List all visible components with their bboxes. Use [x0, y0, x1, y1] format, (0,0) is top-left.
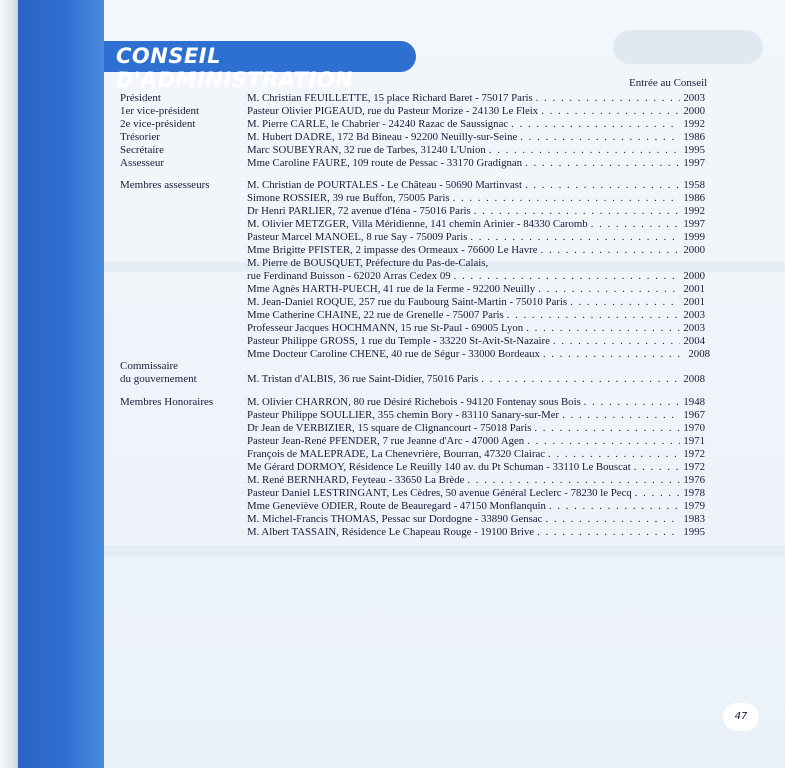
member-row [247, 526, 705, 539]
member-row [247, 487, 705, 500]
member-name: François de MALEPRADE, La Chenevrière, Bourran, 47320 Clairac [247, 448, 546, 460]
leader-dots [584, 396, 681, 409]
member-year: 1986 [683, 131, 705, 143]
section-title-bar [104, 41, 416, 92]
blue-side-band [18, 0, 104, 768]
member-row [247, 396, 705, 409]
leader-dots [525, 179, 680, 192]
leader-dots [526, 322, 680, 335]
member-name: Dr Henri PARLIER, 72 avenue d'Iéna - 75016 Paris [247, 205, 471, 217]
leader-dots [553, 335, 680, 348]
leader-dots [467, 474, 680, 487]
member-name: Pasteur Philippe GROSS, 1 rue du Temple - 33220 St-Avit-St-Nazaire [247, 335, 550, 347]
leader-dots [570, 296, 680, 309]
leader-dots [541, 244, 681, 257]
member-year: 1976 [683, 474, 705, 486]
member-row [247, 144, 705, 157]
member-name: Simone ROSSIER, 39 rue Buffon, 75005 Paris [247, 192, 450, 204]
member-name: Mme Docteur Caroline CHENE, 40 rue de Ségur - 33000 Bordeaux [247, 348, 540, 360]
member-year: 2001 [683, 296, 705, 308]
member-row [247, 513, 705, 526]
label-membres-assesseurs: Membres assesseurs [120, 179, 210, 191]
member-row [247, 92, 705, 105]
member-name: M. Tristan d'ALBIS, 36 rue Saint-Didier, 75016 Paris [247, 373, 479, 385]
leader-dots [541, 105, 680, 118]
leader-dots [527, 435, 680, 448]
member-name: M. Albert TASSAIN, Résidence Le Chapeau Rouge - 19100 Brive [247, 526, 535, 538]
member-row [247, 205, 705, 218]
member-row [247, 257, 705, 270]
member-row [247, 192, 705, 205]
member-row [247, 309, 705, 322]
member-row [247, 218, 705, 231]
member-year: 1999 [683, 231, 705, 243]
member-name: Me Gérard DORMOY, Résidence Le Reuilly 140 av. du Pt Schuman - 33110 Le Bouscat [247, 461, 631, 473]
label-assesseur: Assesseur [120, 157, 164, 169]
show-through-band [104, 546, 785, 556]
member-name: Dr Jean de VERBIZIER, 15 square de Clignancourt - 75018 Paris [247, 422, 532, 434]
member-year: 1997 [683, 218, 705, 230]
leader-dots [454, 270, 681, 283]
label-gouvernement: du gouvernement [120, 373, 197, 385]
member-row [247, 474, 705, 487]
member-year: 2008 [683, 373, 705, 385]
member-year: 2000 [683, 244, 705, 256]
member-name: Marc SOUBEYRAN, 32 rue de Tarbes, 31240 L'Union [247, 144, 486, 156]
label-membres-honoraires: Membres Honoraires [120, 396, 214, 408]
leader-dots [591, 218, 681, 231]
member-row [247, 435, 705, 448]
member-year: 1972 [683, 448, 705, 460]
member-name: rue Ferdinand Buisson - 62020 Arras Cedex 09 [247, 270, 451, 282]
member-row [247, 270, 705, 283]
member-row [247, 157, 705, 170]
member-name: M. Christian FEUILLETTE, 15 place Richard Baret - 75017 Paris [247, 92, 533, 104]
member-year: 1995 [683, 526, 705, 538]
member-name: M. Christian de POURTALES - Le Château - 50690 Martinvast [247, 179, 522, 191]
label-vp2: 2e vice-président [120, 118, 196, 130]
member-row [247, 322, 705, 335]
leader-dots [474, 205, 681, 218]
show-through-tab [613, 30, 763, 64]
book-spine [0, 0, 18, 768]
member-row [247, 461, 705, 474]
member-name: Mme Catherine CHAINE, 22 rue de Grenelle - 75007 Paris [247, 309, 504, 321]
member-name: M. Olivier CHARRON, 80 rue Désiré Richebois - 94120 Fontenay sous Bois [247, 396, 581, 408]
member-name: Mme Caroline FAURE, 109 route de Pessac - 33170 Gradignan [247, 157, 523, 169]
leader-dots [511, 118, 680, 131]
leader-dots [537, 526, 680, 539]
member-row [247, 179, 705, 192]
member-row [247, 335, 705, 348]
member-row [247, 448, 705, 461]
leader-dots [520, 131, 680, 144]
member-row [247, 296, 705, 309]
member-name: Pasteur Daniel LESTRINGANT, Les Cèdres, 50 avenue Général Leclerc - 78230 le Pecq [247, 487, 632, 499]
member-year: 2008 [688, 348, 710, 360]
member-name: Mme Brigitte PFISTER, 2 impasse des Ormeaux - 76600 Le Havre [247, 244, 538, 256]
label-tresorier: Trésorier [120, 131, 160, 143]
leader-dots [525, 157, 680, 170]
member-year: 1967 [683, 409, 705, 421]
member-year: 1948 [683, 396, 705, 408]
member-year: 1995 [683, 144, 705, 156]
member-name: Mme Agnès HARTH-PUECH, 41 rue de la Ferme - 92200 Neuilly [247, 283, 536, 295]
member-name: Pasteur Jean-René PFENDER, 7 rue Jeanne d'Arc - 47000 Agen [247, 435, 525, 447]
member-year: 1979 [683, 500, 705, 512]
member-year: 2003 [683, 322, 705, 334]
member-row [247, 373, 705, 386]
label-president: Président [120, 92, 161, 104]
leader-dots [534, 422, 680, 435]
member-year: 2003 [683, 92, 705, 104]
member-year: 2001 [683, 283, 705, 295]
member-row [247, 131, 705, 144]
member-row [247, 231, 705, 244]
member-row [247, 409, 705, 422]
member-year: 1958 [683, 179, 705, 191]
leader-dots [536, 92, 681, 105]
leader-dots [634, 461, 681, 474]
leader-dots [489, 144, 681, 157]
member-year: 1992 [683, 205, 705, 217]
member-year: 1986 [683, 192, 705, 204]
leader-dots [507, 309, 681, 322]
leader-dots [481, 373, 680, 386]
member-name: Pasteur Olivier PIGEAUD, rue du Pasteur Morize - 24130 Le Fleix [247, 105, 539, 117]
member-name: M. Olivier METZGER, Villa Méridienne, 141 chemin Arinier - 84330 Caromb [247, 218, 588, 230]
member-name: M. René BERNHARD, Feyteau - 33650 La Brède [247, 474, 465, 486]
member-year: 1972 [683, 461, 705, 473]
leader-dots [562, 409, 680, 422]
member-name: M. Pierre CARLE, le Chabrier - 24240 Razac de Saussignac [247, 118, 509, 130]
member-year: 1971 [683, 435, 705, 447]
member-year: 1970 [683, 422, 705, 434]
label-commissaire: Commissaire [120, 360, 179, 372]
member-name: M. Michel-Francis THOMAS, Pessac sur Dordogne - 33890 Gensac [247, 513, 543, 525]
leader-dots [538, 283, 680, 296]
member-row [247, 118, 705, 131]
column-header-entree: Entrée au Conseil [629, 77, 708, 89]
member-name: M. Jean-Daniel ROQUE, 257 rue du Faubourg Saint-Martin - 75010 Paris [247, 296, 568, 308]
member-year: 2004 [683, 335, 705, 347]
member-name: Professeur Jacques HOCHMANN, 15 rue St-Paul - 69005 Lyon [247, 322, 524, 334]
label-vp1: 1er vice-président [120, 105, 200, 117]
member-name: Pasteur Marcel MANOEL, 8 rue Say - 75009 Paris [247, 231, 468, 243]
leader-dots [470, 231, 680, 244]
member-year: 1978 [683, 487, 705, 499]
member-row [247, 348, 710, 361]
member-year: 1983 [683, 513, 705, 525]
leader-dots [543, 348, 685, 361]
leader-dots [635, 487, 681, 500]
member-year: 2000 [683, 105, 705, 117]
leader-dots [545, 513, 680, 526]
member-row [247, 244, 705, 257]
member-name: M. Pierre de BOUSQUET, Préfecture du Pas-de-Calais, [247, 257, 489, 269]
label-secretaire: Secrétaire [120, 144, 164, 156]
member-row [247, 283, 705, 296]
leader-dots [549, 500, 680, 513]
member-year: 1997 [683, 157, 705, 169]
member-row [247, 422, 705, 435]
member-year: 2003 [683, 309, 705, 321]
section-title: CONSEIL D'ADMINISTRATION [116, 44, 354, 92]
member-row [247, 105, 705, 118]
leader-dots [453, 192, 681, 205]
member-year: 1992 [683, 118, 705, 130]
member-name: Pasteur Philippe SOULLIER, 355 chemin Bory - 83110 Sanary-sur-Mer [247, 409, 560, 421]
member-row [247, 500, 705, 513]
leader-dots [548, 448, 680, 461]
member-name: M. Hubert DADRE, 172 Bd Bineau - 92200 Neuilly-sur-Seine [247, 131, 518, 143]
member-year: 2000 [683, 270, 705, 282]
member-name: Mme Geneviève ODIER, Route de Beauregard - 47150 Monflanquin [247, 500, 546, 512]
page-number: 47 [723, 703, 759, 731]
